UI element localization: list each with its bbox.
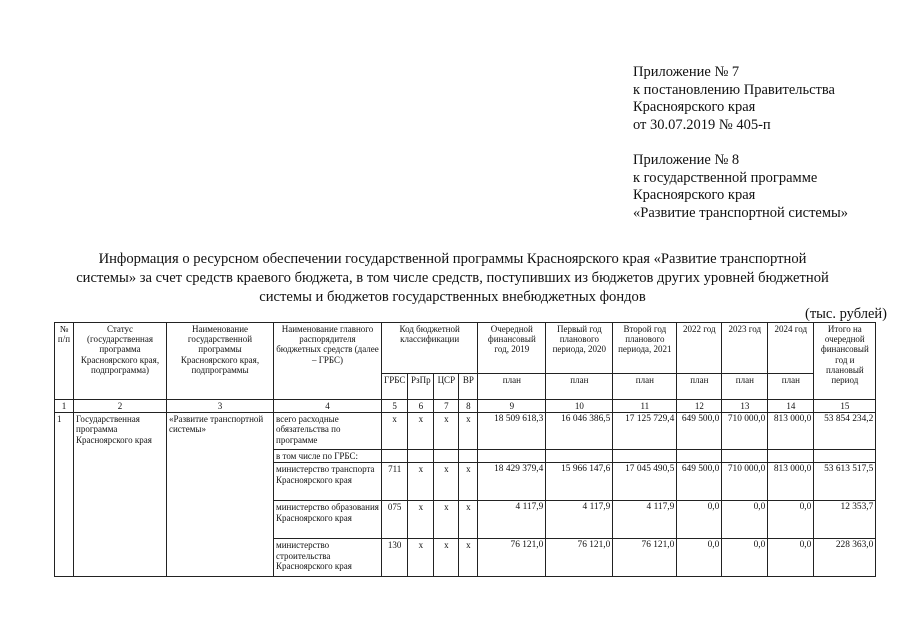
value-2019-cell: [478, 450, 546, 463]
plan-label: план: [768, 374, 814, 400]
col-header-total: Итого на очередной финансовый год и плановый период: [814, 323, 876, 400]
value-total-cell: 53 854 234,2: [814, 413, 876, 450]
col-number: 1: [55, 400, 74, 413]
value-2024-cell: [768, 450, 814, 463]
value-2024-cell: 0,0: [768, 501, 814, 539]
title-line: системы» за счет средств краевого бюджета, в том числе средств, поступивших из бюджетов других уровней бюджетной: [76, 270, 829, 286]
value-2023-cell: 0,0: [722, 539, 768, 577]
column-number-row: [55, 400, 876, 413]
col-header-num: № п/п: [55, 323, 74, 400]
value-2023-cell: [722, 450, 768, 463]
col-number: 5: [382, 400, 408, 413]
code-csr-cell: [434, 450, 459, 463]
grbs-cell: министерство образования Красноярского края: [274, 501, 382, 539]
value-2022-cell: [677, 450, 722, 463]
col-header-grbs: Наименование главного распорядителя бюджетных средств (далее – ГРБС): [274, 323, 382, 400]
value-2019-cell: 18 429 379,4: [478, 463, 546, 501]
table-row: [55, 413, 876, 450]
col-header-2020: Первый год планового периода, 2020: [546, 323, 613, 374]
col-header-2023: 2023 год: [722, 323, 768, 374]
grbs-cell: министерство транспорта Красноярского края: [274, 463, 382, 501]
col-header-2019: Очередной финансовый год, 2019: [478, 323, 546, 374]
value-2023-cell: 710 000,0: [722, 463, 768, 501]
value-total-cell: 12 353,7: [814, 501, 876, 539]
value-2019-cell: 76 121,0: [478, 539, 546, 577]
col-number: 13: [722, 400, 768, 413]
col-number: 14: [768, 400, 814, 413]
value-2021-cell: 4 117,9: [613, 501, 677, 539]
appendix-7-header: [633, 64, 893, 134]
plan-label: план: [677, 374, 722, 400]
value-total-cell: 53 613 517,5: [814, 463, 876, 501]
appendix-8-header: [633, 152, 893, 222]
grbs-cell: министерство строительства Красноярского края: [274, 539, 382, 577]
program-name: «Развитие транспортной системы»: [167, 413, 274, 577]
header-line: «Развитие транспортной системы»: [633, 204, 849, 221]
value-2021-cell: [613, 450, 677, 463]
value-total-cell: 228 363,0: [814, 539, 876, 577]
col-number: 6: [408, 400, 434, 413]
header-line: от 30.07.2019 № 405-п: [633, 116, 771, 133]
document-title: [40, 250, 865, 307]
value-2019-cell: 4 117,9: [478, 501, 546, 539]
value-2022-cell: 0,0: [677, 539, 722, 577]
value-2024-cell: 813 000,0: [768, 413, 814, 450]
table-header-row: [55, 323, 876, 374]
header-line: Приложение № 8: [633, 152, 740, 168]
resource-table: [54, 322, 876, 577]
header-line: Приложение № 7: [633, 64, 740, 80]
plan-label: план: [478, 374, 546, 400]
value-2020-cell: 15 966 147,6: [546, 463, 613, 501]
value-2021-cell: 17 045 490,5: [613, 463, 677, 501]
value-2021-cell: 17 125 729,4: [613, 413, 677, 450]
header-line: к постановлению Правительства: [633, 81, 835, 98]
col-header-code-csr: ЦСР: [434, 374, 459, 400]
value-2020-cell: 4 117,9: [546, 501, 613, 539]
col-number: 4: [274, 400, 382, 413]
units-label: (тыс. рублей): [805, 306, 887, 322]
code-csr-cell: x: [434, 463, 459, 501]
code-grbs-cell: 075: [382, 501, 408, 539]
header-line: к государственной программе: [633, 169, 818, 186]
col-header-code-rzpr: РзПр: [408, 374, 434, 400]
plan-label: план: [613, 374, 677, 400]
code-rzpr-cell: [408, 450, 434, 463]
code-csr-cell: x: [434, 539, 459, 577]
header-line: Красноярского края: [633, 187, 756, 203]
value-2022-cell: 0,0: [677, 501, 722, 539]
program-num: 1: [55, 413, 74, 577]
value-2020-cell: 76 121,0: [546, 539, 613, 577]
col-header-name: Наименование государственной программы Красноярского края, подпрограммы: [167, 323, 274, 400]
value-2020-cell: 16 046 386,5: [546, 413, 613, 450]
col-header-status: Статус (государственная программа Красноярского края, подпрограмма): [74, 323, 167, 400]
code-grbs-cell: [382, 450, 408, 463]
col-number: 9: [478, 400, 546, 413]
col-header-code-grbs: ГРБС: [382, 374, 408, 400]
title-line: Информация о ресурсном обеспечении государственной программы Красноярского края «Развитие транспортной: [98, 251, 807, 267]
plan-label: план: [722, 374, 768, 400]
col-number: 15: [814, 400, 876, 413]
code-vr-cell: x: [459, 413, 478, 450]
plan-label: план: [546, 374, 613, 400]
program-status: Государственная программа Красноярского края: [74, 413, 167, 577]
code-rzpr-cell: x: [408, 463, 434, 501]
code-grbs-cell: 711: [382, 463, 408, 501]
code-vr-cell: [459, 450, 478, 463]
code-rzpr-cell: x: [408, 539, 434, 577]
grbs-cell: в том числе по ГРБС:: [274, 450, 382, 463]
value-2024-cell: 813 000,0: [768, 463, 814, 501]
col-number: 12: [677, 400, 722, 413]
value-2020-cell: [546, 450, 613, 463]
code-csr-cell: x: [434, 413, 459, 450]
value-2022-cell: 649 500,0: [677, 413, 722, 450]
code-vr-cell: x: [459, 501, 478, 539]
col-header-2024: 2024 год: [768, 323, 814, 374]
code-vr-cell: x: [459, 463, 478, 501]
col-header-code-vr: ВР: [459, 374, 478, 400]
col-number: 7: [434, 400, 459, 413]
value-2019-cell: 18 509 618,3: [478, 413, 546, 450]
code-vr-cell: x: [459, 539, 478, 577]
code-rzpr-cell: x: [408, 501, 434, 539]
title-line: системы и бюджетов государственных внебюджетных фондов: [259, 289, 646, 305]
col-number: 11: [613, 400, 677, 413]
value-2023-cell: 0,0: [722, 501, 768, 539]
col-number: 3: [167, 400, 274, 413]
grbs-cell: всего расходные обязательства по программе: [274, 413, 382, 450]
value-2021-cell: 76 121,0: [613, 539, 677, 577]
value-2022-cell: 649 500,0: [677, 463, 722, 501]
col-number: 8: [459, 400, 478, 413]
code-grbs-cell: x: [382, 413, 408, 450]
value-2023-cell: 710 000,0: [722, 413, 768, 450]
header-line: Красноярского края: [633, 99, 756, 115]
col-header-code: Код бюджетной классификации: [382, 323, 478, 374]
code-rzpr-cell: x: [408, 413, 434, 450]
col-header-2022: 2022 год: [677, 323, 722, 374]
code-csr-cell: x: [434, 501, 459, 539]
value-total-cell: [814, 450, 876, 463]
value-2024-cell: 0,0: [768, 539, 814, 577]
col-header-2021: Второй год планового периода, 2021: [613, 323, 677, 374]
code-grbs-cell: 130: [382, 539, 408, 577]
col-number: 10: [546, 400, 613, 413]
col-number: 2: [74, 400, 167, 413]
